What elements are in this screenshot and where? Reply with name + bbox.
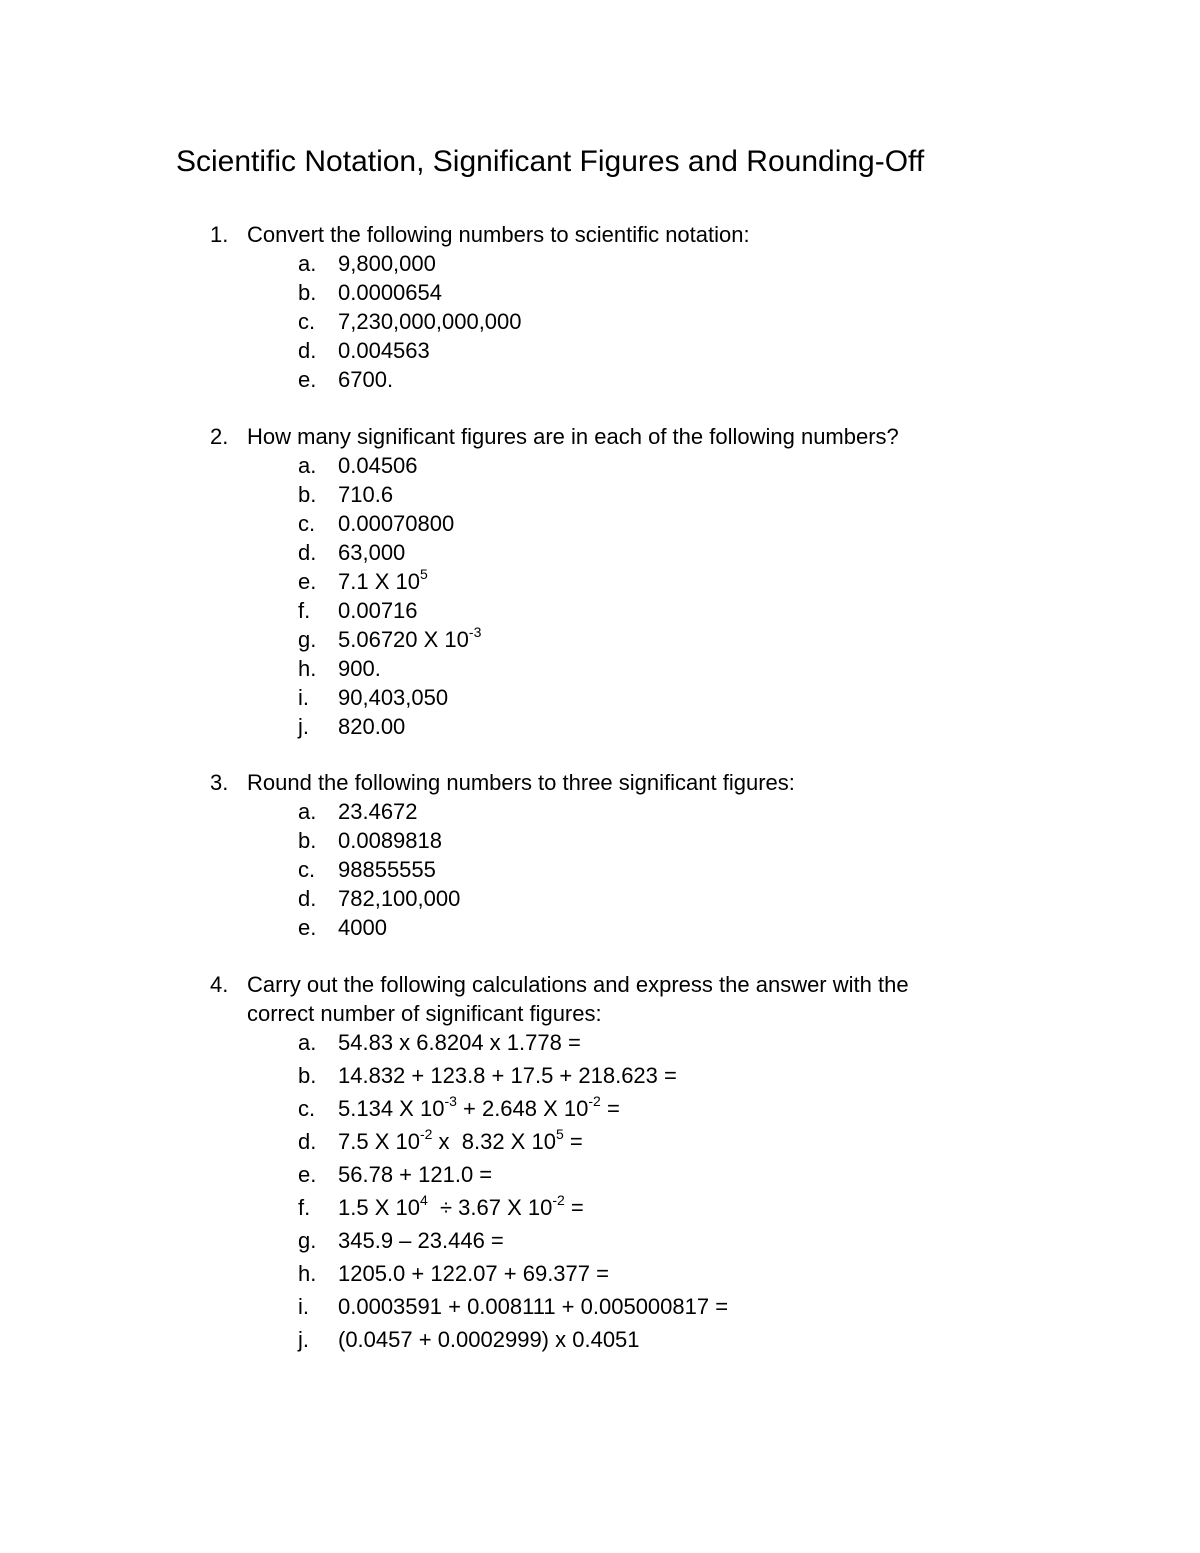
question-number: 1.	[210, 222, 229, 247]
question-number: 2.	[210, 424, 229, 449]
question-text: Round the following numbers to three significant figures:	[247, 770, 795, 795]
question-number: 3.	[210, 770, 229, 795]
worksheet-page: Scientific Notation, Significant Figures and Rounding-Off 1. Convert the following numbers to scientific notation: a. 9,800,000 b. 0.0000654 c. 7,230,000,000,000 d. 0.004563 e. 6700. 2. How many significant figures are in each of the following numbers? a. 0.04506 b. 710.6 c. 0.00070800 d. 63,000 e. 7.1 X $10^5$ f. 0.00716 g. 5.06720 X $10^{-3}$ h. 900. i. 90,403,050 j. 820.00 3. Round the following numbers to three significant figures: a. 23.4672 b. 0.0089818 c. 98855555 d. 782,100,000 e. 4000 4. Carry out the following calculations and express the answer with the correct number of significant figures: a. 54.83 x 6.8204 x 1.778 = b. 14.832 + 123.8 + 17.5 + 218.623 = c. 5.134 X $10^{-3} + 2.648$ X $10^{-2}$ = d. 7.5 X $10^{-2}$ x 8.32 X $10^5$ = e. 56.78 + 121.0 = f. 1.5 X $10^4 \div 3.67$ X $10^{-2}$ = g. 345.9 – 23.446 = h. 1205.0 + 122.07 + 69.377 = i. 0.0003591 + 0.008111 + 0.005000817 = j. (0.0457 + 0.0002999) x 0.4051	[0, 0, 1200, 1553]
question-text: How many significant figures are in each of the following numbers?	[247, 424, 899, 449]
question-text: Carry out the following calculations and express the answer with the correct number of significant figures:	[247, 972, 909, 1026]
question-text: Convert the following numbers to scientific notation:	[247, 222, 750, 247]
page-title: Scientific Notation, Significant Figures and Rounding-Off	[176, 145, 925, 178]
question-number: 4.	[210, 972, 229, 997]
